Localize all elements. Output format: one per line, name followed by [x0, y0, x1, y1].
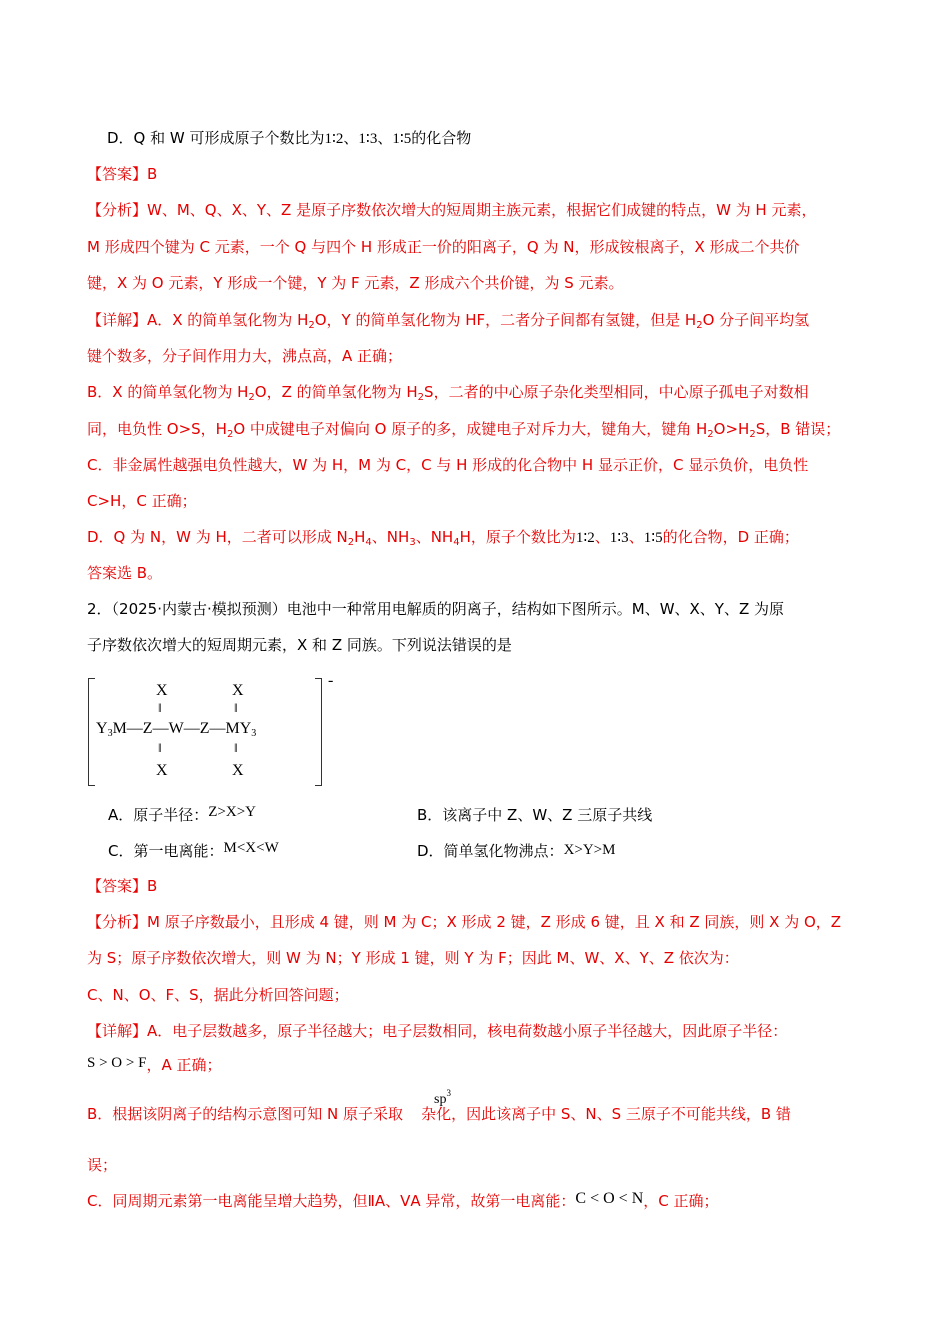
sub: 4 — [365, 537, 372, 548]
q2-option-b: B．该离子中 Z、W、Z 三原子共线 — [417, 806, 653, 824]
sep: 、 — [594, 528, 610, 546]
label: C．第一电离能： — [108, 842, 224, 860]
label: A．原子半径： — [108, 806, 209, 824]
text: 【详解】A．X 的简单氢化物为 H — [87, 311, 309, 329]
text: ，C 正确； — [643, 1192, 719, 1210]
sub: 2 — [248, 392, 255, 403]
atom-x-bottom-1: X — [156, 762, 168, 779]
right-bracket — [315, 678, 322, 786]
q1-option-d-tail: 的化合物 — [411, 129, 472, 147]
main-chain — [96, 720, 256, 738]
text: O 分子间平均氢 — [702, 311, 810, 329]
sub: 2 — [696, 320, 703, 331]
sub: 3 — [107, 728, 113, 739]
q2-stem-2: 子序数依次增大的短周期元素，X 和 Z 同族。下列说法错误的是 — [87, 636, 512, 654]
sub: 2 — [417, 392, 425, 403]
q2-option-a — [108, 804, 256, 827]
double-bond-bottom-1: ‖ — [158, 740, 162, 755]
bond: — — [183, 720, 200, 737]
ratio-1-5: 1∶5 — [392, 131, 412, 147]
text: S，B 错误； — [755, 420, 841, 438]
sub: 3 — [251, 728, 257, 739]
ratio: 1∶3 — [609, 530, 629, 546]
text: 、NH — [371, 528, 410, 546]
sub: 4 — [453, 537, 460, 548]
q1-detail-b-2 — [87, 418, 840, 440]
text: 同，电负性 O>S，H — [87, 420, 227, 438]
text: 的化合物，D 正确； — [662, 528, 799, 546]
sub: 2 — [226, 429, 234, 440]
text: ，A 正确； — [146, 1056, 222, 1074]
text: O，Y 的简单氢化物为 HF，二者分子间都有氢键，但是 H — [314, 311, 697, 329]
sub: 2 — [308, 320, 315, 331]
q1-detail-b-1 — [87, 381, 809, 403]
q1-option-d-text: D．Q 和 W 可形成原子个数比为 — [107, 129, 325, 147]
sub: 3 — [409, 537, 416, 548]
atom-x-bottom-2: X — [232, 762, 244, 779]
q1-detail-c-1: C．非金属性越强电负性越大，W 为 H，M 为 C，C 与 H 形成的化合物中 H 显示正价，C 显示负价，电负性 — [87, 456, 809, 474]
formula: C < O < N — [575, 1190, 644, 1207]
q1-analysis-3: 键，X 为 O 元素，Y 形成一个键，Y 为 F 元素，Z 形成六个共价键，为 S 元素。 — [87, 274, 624, 292]
text: B．X 的简单氢化物为 H — [87, 383, 249, 401]
sup: 3 — [446, 1088, 451, 1098]
anion-structure — [88, 672, 338, 786]
left-bracket — [88, 678, 95, 786]
text: H，原子个数比为 — [459, 528, 576, 546]
q2-option-d — [417, 840, 615, 863]
text: O 中成键电子对偏向 O 原子的多，成键电子对斥力大，键角大，键角 H — [233, 420, 708, 438]
atom-m: M — [112, 720, 127, 737]
text: S，二者的中心原子杂化类型相同，中心原子孤电子对数相 — [424, 383, 809, 401]
charge: - — [328, 672, 334, 689]
text: D．Q 为 N，W 为 H，二者可以形成 N — [87, 528, 348, 546]
text: 杂化，因此该离子中 S、N、S 三原子不可能共线，B 错 — [421, 1105, 791, 1123]
text: 、NH — [415, 528, 454, 546]
sub: 2 — [347, 537, 355, 548]
q1-analysis-1: 【分析】W、M、Q、X、Y、Z 是原子序数依次增大的短周期主族元素，根据它们成键的特点，W 为 H 元素， — [87, 201, 817, 219]
text: H — [354, 528, 366, 546]
q1-detail-d-1 — [87, 526, 799, 549]
double-bond-bottom-2: ‖ — [234, 740, 238, 755]
sub: 2 — [749, 429, 756, 440]
q1-option-d — [107, 127, 471, 150]
q2-analysis-1: 【分析】M 原子序数最小，且形成 4 键，则 M 为 C；X 形成 2 键，Z 形成 6 键，且 X 和 Z 同族，则 X 为 O，Z — [87, 913, 842, 931]
q2-detail-b-2: 误； — [87, 1156, 118, 1174]
q1-answer: 【答案】B — [87, 165, 158, 183]
atom-x-top-2: X — [232, 682, 244, 699]
atom-y: Y — [96, 720, 108, 737]
q2-analysis-2: 为 S；原子序数依次增大，则 W 为 N；Y 形成 1 键，则 Y 为 F；因此 M、W、X、Y、Z 依次为： — [87, 949, 739, 967]
ratio-1-3: 1∶3 — [358, 131, 378, 147]
sep: 、 — [628, 528, 644, 546]
sub: 2 — [707, 429, 714, 440]
atom-my: MY — [225, 720, 252, 737]
ratio: 1∶5 — [643, 530, 663, 546]
q1-detail-a-1 — [87, 309, 809, 331]
q1-final: 答案选 B。 — [87, 564, 163, 582]
atom-w: W — [168, 720, 184, 737]
bond: — — [209, 720, 226, 737]
value: Z>X>Y — [208, 804, 257, 820]
double-bond-top-2: ‖ — [234, 700, 238, 715]
q1-detail-a-2: 键个数多，分子间作用力大，沸点高，A 正确； — [87, 347, 403, 365]
formula: S > O > F — [87, 1055, 147, 1071]
q2-detail-a-1: 【详解】A．电子层数越多，原子半径越大；电子层数相同，核电荷数越小原子半径越大，因此原子半径： — [87, 1022, 788, 1040]
q2-answer: 【答案】B — [87, 877, 158, 895]
value: M<X<W — [223, 840, 279, 856]
q2-analysis-3: C、N、O、F、S，据此分析回答问题； — [87, 986, 349, 1004]
q2-detail-a-2 — [87, 1054, 221, 1077]
sp3-notation — [434, 1088, 451, 1108]
sp: sp — [434, 1092, 447, 1107]
value: X>Y>M — [563, 842, 616, 858]
q2-option-c — [108, 840, 279, 863]
double-bond-top-1: ‖ — [158, 700, 162, 715]
q1-detail-c-2: C>H，C 正确； — [87, 492, 197, 510]
q2-stem-1: 2．（2025·内蒙古·模拟预测）电池中一种常用电解质的阴离子，结构如下图所示。M、W、X、Y、Z 为原 — [87, 600, 785, 618]
bond: — — [126, 720, 143, 737]
atom-z: Z — [142, 720, 153, 737]
ratio-1-2: 1∶2 — [324, 131, 344, 147]
text: O，Z 的简单氢化物为 H — [254, 383, 418, 401]
sep: 、 — [343, 129, 359, 147]
text: O>H — [713, 420, 750, 438]
atom-z: Z — [199, 720, 210, 737]
ratio: 1∶2 — [575, 530, 595, 546]
q2-detail-c — [87, 1190, 719, 1213]
sep: 、 — [377, 129, 393, 147]
text: C．同周期元素第一电离能呈增大趋势，但ⅡA、ⅤA 异常，故第一电离能： — [87, 1192, 576, 1210]
text: B．根据该阴离子的结构示意图可知 N 原子采取 — [87, 1105, 404, 1123]
atom-x-top-1: X — [156, 682, 168, 699]
label: D．简单氢化物沸点： — [417, 842, 564, 860]
bond: — — [152, 720, 169, 737]
q1-analysis-2: M 形成四个键为 C 元素，一个 Q 与四个 H 形成正一价的阳离子，Q 为 N，形成铵根离子，X 形成二个共价 — [87, 238, 800, 256]
